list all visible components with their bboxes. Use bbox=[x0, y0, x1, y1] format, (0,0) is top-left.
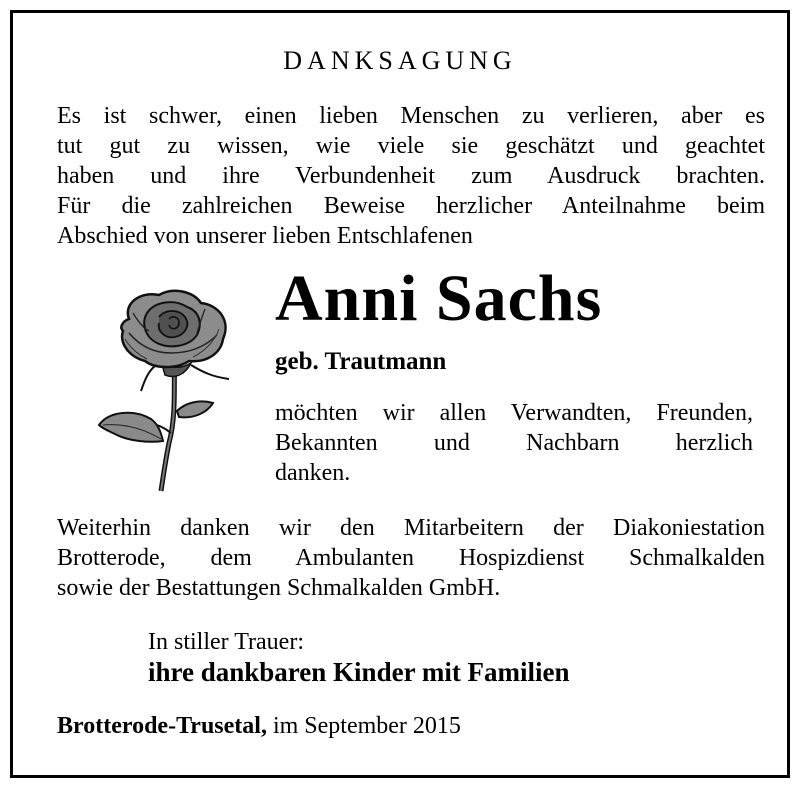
further-thanks-line: sowie der Bestattungen Schmalkalden GmbH. bbox=[57, 575, 501, 601]
mourning-label: In stiller Trauer: bbox=[148, 629, 304, 655]
date: im September 2015 bbox=[272, 713, 461, 739]
intro-line: Abschied von unserer lieben Entschlafenen bbox=[57, 223, 473, 249]
rose-icon bbox=[89, 283, 239, 495]
place: Brotterode-Trusetal, bbox=[57, 713, 267, 739]
further-thanks-line: Weiterhin danken wir den Mitarbeitern der Diakoniestation bbox=[57, 515, 765, 541]
thanks-line: möchten wir allen Verwandten, Freunden, bbox=[275, 400, 753, 426]
further-thanks-line: Brotterode, dem Ambulanten Hospizdienst Schmalkalden bbox=[57, 545, 765, 571]
maiden-name: geb. Trautmann bbox=[275, 348, 447, 375]
intro-line: tut gut zu wissen, wie viele sie geschätzt und geachtet bbox=[57, 133, 765, 159]
intro-line: haben und ihre Verbundenheit zum Ausdruck brachten. bbox=[57, 163, 765, 189]
notice-frame bbox=[10, 10, 790, 778]
mourners: ihre dankbaren Kinder mit Familien bbox=[148, 657, 570, 687]
place-date bbox=[57, 713, 461, 740]
notice-heading: DANKSAGUNG bbox=[283, 46, 517, 75]
intro-line: Es ist schwer, einen lieben Menschen zu verlieren, aber es bbox=[57, 103, 765, 129]
thanks-line: Bekannten und Nachbarn herzlich bbox=[275, 430, 753, 456]
thanks-line: danken. bbox=[275, 460, 351, 486]
deceased-name: Anni Sachs bbox=[275, 262, 603, 335]
intro-line: Für die zahlreichen Beweise herzlicher Anteilnahme beim bbox=[57, 193, 765, 219]
